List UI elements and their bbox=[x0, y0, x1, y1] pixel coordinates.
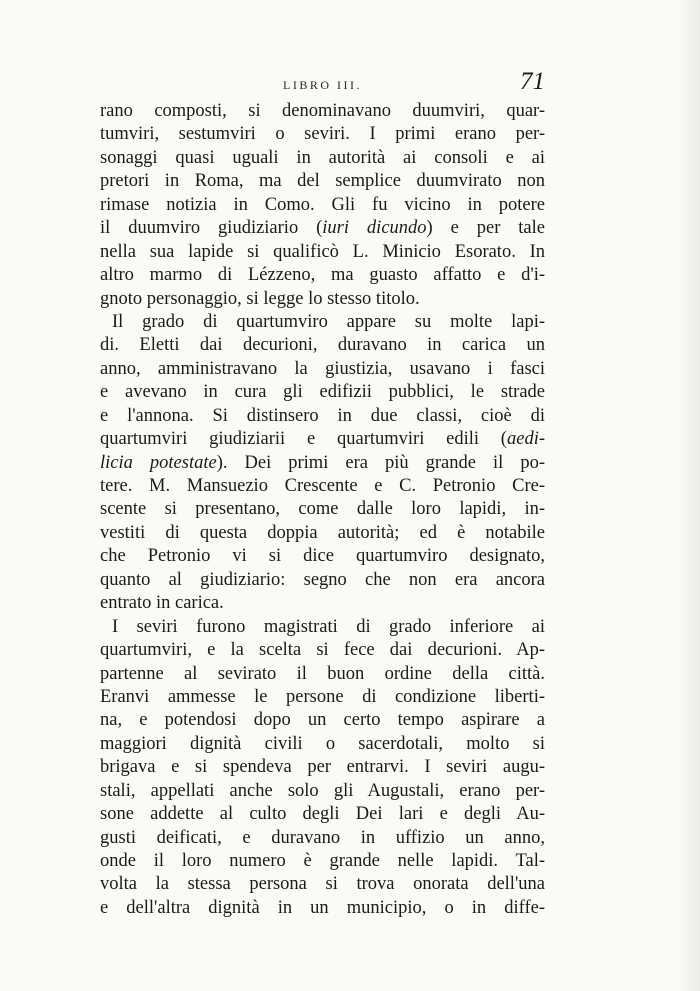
text-line: tere. M. Mansuezio Crescente e C. Petronio Cre- bbox=[100, 476, 545, 496]
italic-phrase: licia potestate bbox=[100, 452, 217, 473]
text-line: scente si presentano, come dalle loro lapidi, in- bbox=[100, 499, 545, 520]
text-line: e l'annona. Si distinsero in due classi, cioè di bbox=[100, 405, 545, 426]
page-number: 71 bbox=[520, 68, 545, 95]
text-line: rimase notizia in Como. Gli fu vicino in potere bbox=[100, 194, 545, 215]
text-line: gusti deificati, e duravano in uffizio un anno, bbox=[100, 827, 545, 848]
text-line: e dell'altra dignità in un municipio, o in diffe- bbox=[100, 897, 545, 918]
text-line bbox=[100, 452, 545, 475]
paragraph-end-line: entrato in carica. bbox=[100, 593, 224, 614]
text-line: e avevano in cura gli edifizii pubblici, le strade bbox=[100, 382, 545, 403]
text-line: volta la stessa persona si trova onorata dell'una bbox=[100, 874, 545, 895]
text-fragment: ). Dei primi era più grande il po- bbox=[216, 452, 545, 473]
text-line: sonaggi quasi uguali in autorità ai consoli e ai bbox=[100, 147, 545, 168]
text-line: quartumviri, e la scelta si fece dai decurioni. Ap- bbox=[100, 640, 545, 661]
body-text bbox=[100, 100, 545, 920]
text-line: brigava e si spendeva per entrarvi. I seviri augu- bbox=[100, 757, 545, 778]
text-fragment: quartumviri giudiziarii e quartumviri edili ( bbox=[100, 429, 507, 450]
text-fragment: ) e per tale bbox=[426, 218, 545, 239]
text-line: di. Eletti dai decurioni, duravano in carica un bbox=[100, 335, 545, 356]
text-line: tumviri, sestumviri o seviri. I primi erano per- bbox=[100, 124, 545, 145]
text-line: che Petronio vi si dice quartumviro designato, bbox=[100, 546, 545, 567]
text-line: nella sua lapide si qualificò L. Minicio Esorato. In bbox=[100, 241, 545, 262]
text-line: rano composti, si denominavano duumviri, quar- bbox=[100, 101, 545, 121]
text-line: na, e potendosi dopo un certo tempo aspirare a bbox=[100, 710, 545, 731]
paragraph-start-line: I seviri furono magistrati di grado inferiore ai bbox=[112, 616, 545, 637]
paragraph-start-line: Il grado di quartumviro appare su molte lapi- bbox=[112, 311, 545, 332]
text-line: Eranvi ammesse le persone di condizione liberti- bbox=[100, 686, 545, 707]
paragraph-end-line: gnoto personaggio, si legge lo stesso titolo. bbox=[100, 288, 420, 309]
text-line: quanto al giudiziario: segno che non era ancora bbox=[100, 569, 545, 590]
italic-phrase: aedi- bbox=[506, 429, 545, 450]
text-line bbox=[100, 217, 545, 240]
running-head: LIBRO III. bbox=[283, 78, 362, 92]
text-line: anno, amministravano la giustizia, usavano i fasci bbox=[100, 358, 545, 379]
text-line: altro marmo di Lézzeno, ma guasto affatto e d'i- bbox=[100, 265, 545, 286]
page-header bbox=[100, 64, 545, 104]
page-edge-shadow bbox=[678, 0, 700, 991]
text-line: maggiori dignità civili o sacerdotali, molto si bbox=[100, 733, 545, 754]
italic-phrase: iuri dicundo bbox=[322, 218, 427, 239]
text-line: vestiti di questa doppia autorità; ed è notabile bbox=[100, 522, 545, 543]
text-line: pretori in Roma, ma del semplice duumvirato non bbox=[100, 171, 545, 192]
text-line bbox=[100, 428, 545, 451]
text-line: partenne al sevirato il buon ordine della città. bbox=[100, 663, 545, 684]
text-line: sone addette al culto degli Dei lari e degli Au- bbox=[100, 804, 545, 825]
text-fragment: il duumviro giudiziario ( bbox=[100, 218, 323, 239]
text-line: onde il loro numero è grande nelle lapidi. Tal- bbox=[100, 851, 545, 871]
text-line: stali, appellati anche solo gli Augustali, erano per- bbox=[100, 780, 545, 801]
